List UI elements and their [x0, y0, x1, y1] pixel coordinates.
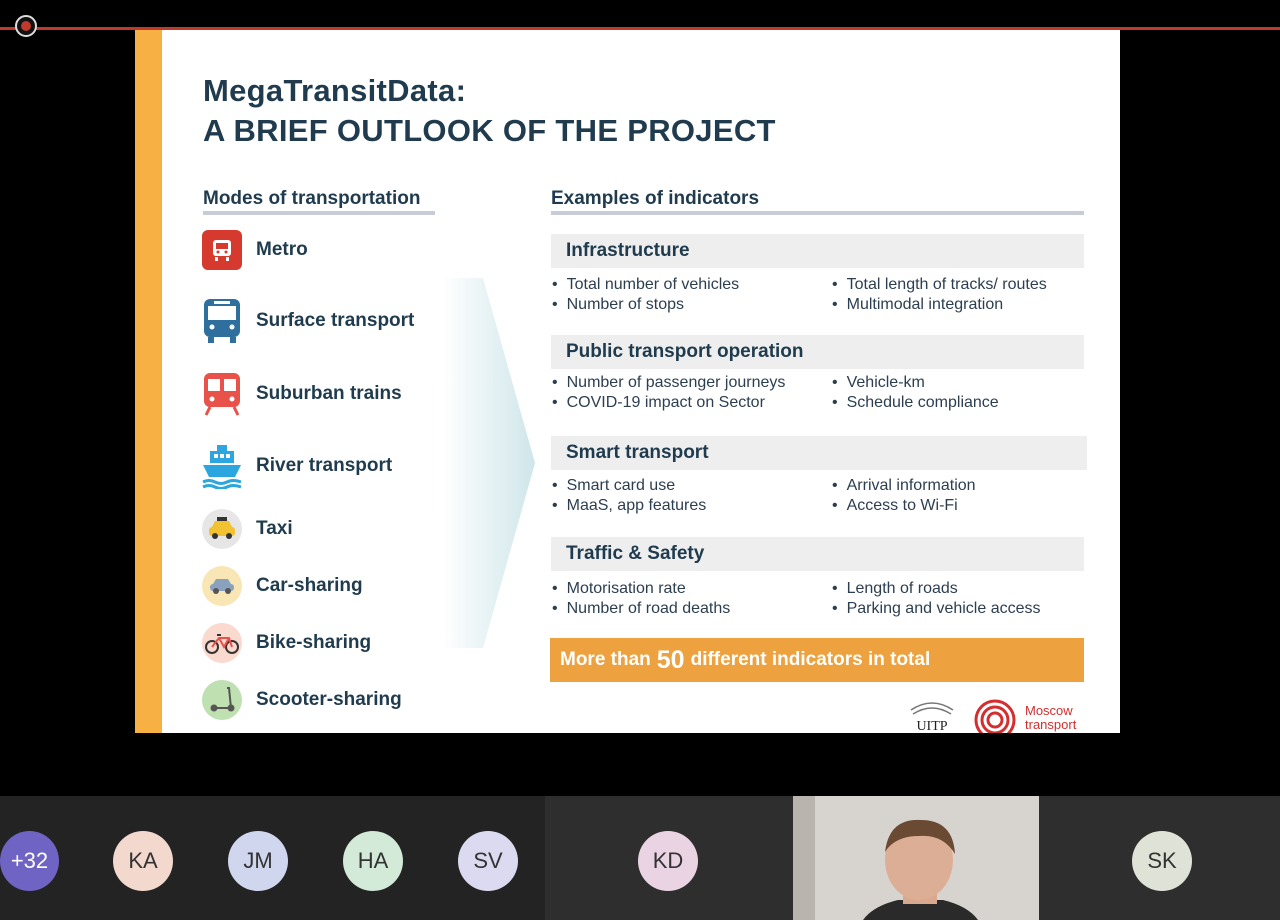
indicator-item: • Smart card use [551, 477, 675, 495]
category-title: Public transport operation [566, 341, 804, 362]
mode-bike-sharing [201, 622, 371, 664]
slide-title-line1: MegaTransitData: [203, 73, 467, 108]
indicators-heading: Examples of indicators [551, 188, 760, 209]
banner-number: 50 [656, 645, 685, 674]
indicator-item: • Arrival information [831, 477, 976, 495]
mode-surface-transport [201, 300, 414, 342]
avatar[interactable]: SK [1132, 831, 1192, 891]
avatar[interactable]: SV [458, 831, 518, 891]
scooter-icon [201, 679, 243, 721]
mode-label: Car-sharing [256, 575, 363, 596]
metro-icon [201, 229, 243, 271]
category-smart-transport [551, 436, 1087, 470]
avatar[interactable]: HA [343, 831, 403, 891]
slide-title-line2: A BRIEF OUTLOOK OF THE PROJECT [203, 113, 776, 148]
category-traffic-safety [551, 537, 1084, 571]
indicator-item: • Parking and vehicle access [831, 600, 1041, 618]
mode-label: Bike-sharing [256, 632, 372, 653]
indicator-item: • Total number of vehicles [551, 276, 739, 294]
banner-prefix: More than [560, 649, 651, 670]
mode-taxi [201, 508, 293, 550]
avatar[interactable]: JM [228, 831, 288, 891]
mode-scooter-sharing [201, 679, 402, 721]
car-icon [201, 565, 243, 607]
category-public-transport-operation [551, 335, 1084, 369]
uitp-logo-text: UITP [916, 719, 948, 734]
indicators-heading-underline [551, 211, 1084, 215]
ship-icon [201, 445, 243, 487]
mode-label: River transport [256, 455, 393, 476]
taxi-icon [201, 508, 243, 550]
banner-suffix: different indicators in total [690, 649, 931, 670]
indicator-item: • COVID-19 impact on Sector [551, 394, 765, 412]
participant-video-tile[interactable] [793, 796, 1039, 920]
recording-indicator-icon[interactable] [15, 15, 37, 37]
modes-heading-underline [203, 211, 435, 215]
indicator-item: • Number of passenger journeys [551, 374, 785, 392]
participant-video [793, 796, 1039, 920]
category-title: Smart transport [566, 442, 709, 463]
logo-line: Moscow [1025, 703, 1073, 718]
moscow-transport-logo-text [1025, 704, 1076, 732]
uitp-logo [907, 696, 957, 733]
indicator-item: • Number of stops [551, 296, 684, 314]
category-title: Infrastructure [566, 240, 690, 261]
mode-label: Surface transport [256, 310, 415, 331]
indicator-item: • Schedule compliance [831, 394, 999, 412]
indicators-total-banner [550, 638, 1084, 682]
indicator-item: • Multimodal integration [831, 296, 1003, 314]
indicator-item: • Access to Wi-Fi [831, 497, 958, 515]
mode-metro [201, 229, 308, 271]
modes-heading: Modes of transportation [203, 188, 421, 209]
category-title: Traffic & Safety [566, 543, 705, 564]
chevron-right-icon [443, 278, 543, 648]
category-infrastructure [551, 234, 1084, 268]
indicator-item: • Total length of tracks/ routes [831, 276, 1047, 294]
indicator-item: • Length of roads [831, 580, 958, 598]
mode-river-transport [201, 445, 392, 487]
mode-car-sharing [201, 565, 363, 607]
moscow-transport-logo-icon [973, 698, 1017, 733]
indicator-item: • Motorisation rate [551, 580, 686, 598]
bus-icon [201, 300, 243, 342]
avatar[interactable]: KA [113, 831, 173, 891]
indicator-item: • Vehicle-km [831, 374, 925, 392]
mode-label: Metro [256, 239, 308, 260]
bike-icon [201, 622, 243, 664]
mode-label: Scooter-sharing [256, 689, 402, 710]
indicator-item: • MaaS, app features [551, 497, 706, 515]
mode-label: Taxi [256, 518, 293, 539]
shared-slide [135, 30, 1120, 733]
logo-line: transport [1025, 717, 1077, 732]
avatar[interactable]: KD [638, 831, 698, 891]
train-icon [201, 373, 243, 415]
indicator-item: • Number of road deaths [551, 600, 730, 618]
more-participants-button[interactable]: +32 [0, 831, 59, 891]
mode-label: Suburban trains [256, 383, 402, 404]
mode-suburban-trains [201, 373, 402, 415]
slide-accent-bar [135, 30, 162, 733]
